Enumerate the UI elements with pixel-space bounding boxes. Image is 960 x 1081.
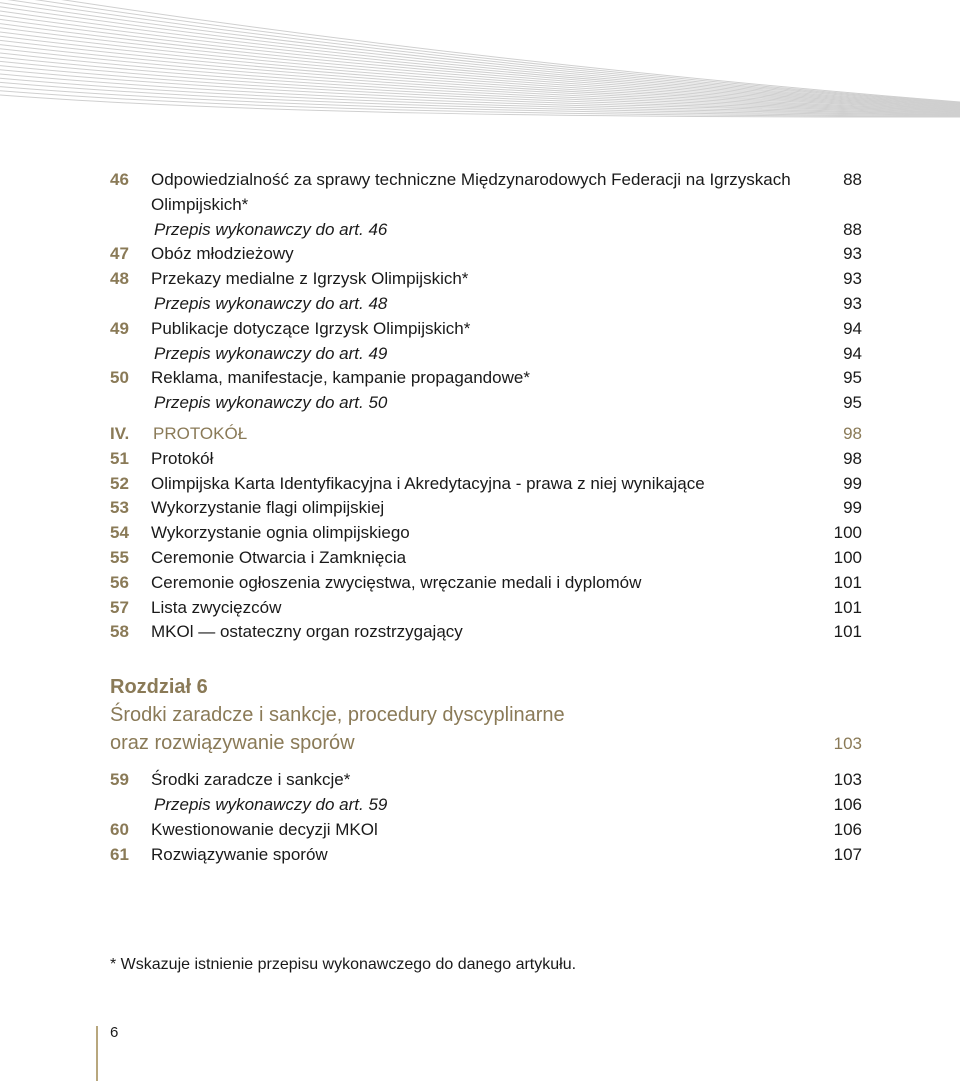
toc-entry-number: 54 bbox=[110, 523, 129, 543]
toc-entry-page: 106 bbox=[833, 819, 862, 839]
toc-group-3 bbox=[110, 768, 862, 867]
toc-entry-54[interactable] bbox=[110, 521, 862, 546]
toc-entry-page: 94 bbox=[843, 318, 862, 338]
toc-entry-title: Przepis wykonawczy do art. 49 bbox=[154, 343, 388, 363]
header-lines-graphic bbox=[0, 0, 960, 122]
toc-entry-57[interactable] bbox=[110, 596, 862, 621]
toc-entry-page: 101 bbox=[833, 597, 862, 617]
toc-entry-number: 61 bbox=[110, 844, 129, 864]
toc-entry-number: 51 bbox=[110, 448, 129, 468]
page-number: 6 bbox=[110, 1024, 119, 1041]
toc-entry-58[interactable] bbox=[110, 620, 862, 645]
toc-entry-page: 106 bbox=[833, 794, 862, 814]
toc-entry-number: 55 bbox=[110, 547, 129, 567]
toc-entry-title: Środki zaradcze i sankcje* bbox=[151, 770, 351, 790]
toc-entry-number: 49 bbox=[110, 318, 129, 338]
chapter-title-text-2: oraz rozwiązywanie sporów bbox=[110, 732, 355, 755]
toc-subentry-50[interactable] bbox=[110, 391, 862, 416]
chapter-title-line-2 bbox=[110, 729, 862, 758]
toc-entry-page: 93 bbox=[843, 293, 862, 313]
toc-entry-page: 93 bbox=[843, 269, 862, 289]
toc-group-1 bbox=[110, 168, 862, 416]
toc-entry-47[interactable] bbox=[110, 242, 862, 267]
toc-entry-title: Protokół bbox=[151, 448, 214, 468]
toc-entry-page: 88 bbox=[843, 170, 862, 189]
decorative-header-lines bbox=[0, 0, 960, 122]
chapter-title-text-1: Środki zaradcze i sankcje, procedury dyscyplinarne bbox=[110, 704, 565, 727]
toc-subentry-48[interactable] bbox=[110, 292, 862, 317]
toc-subentry-46[interactable] bbox=[110, 218, 862, 243]
toc-entry-title: Reklama, manifestacje, kampanie propagandowe* bbox=[151, 368, 530, 388]
toc-entry-number: 52 bbox=[110, 473, 129, 493]
toc-entry-page: 98 bbox=[843, 448, 862, 468]
toc-entry-title: Przepis wykonawczy do art. 59 bbox=[154, 794, 388, 814]
toc-entry-page: 101 bbox=[833, 622, 862, 642]
toc-entry-title: Obóz młodzieżowy bbox=[151, 244, 294, 264]
toc-entry-number: 58 bbox=[110, 622, 129, 642]
toc-entry-number: 53 bbox=[110, 498, 129, 518]
toc-entry-title: Przekazy medialne z Igrzysk Olimpijskich* bbox=[151, 269, 469, 289]
toc-entry-title: Ceremonie Otwarcia i Zamknięcia bbox=[151, 547, 407, 567]
toc-entry-title: Rozwiązywanie sporów bbox=[151, 844, 328, 864]
chapter-label: Rozdział 6 bbox=[110, 676, 208, 699]
chapter-title-line-1 bbox=[110, 701, 862, 729]
toc-entry-page: 88 bbox=[843, 219, 862, 239]
toc-entry-52[interactable] bbox=[110, 472, 862, 497]
toc-entry-number: 56 bbox=[110, 572, 129, 592]
toc-entry-number: 48 bbox=[110, 269, 129, 289]
toc-entry-title: Ceremonie ogłoszenia zwycięstwa, wręczanie medali i dyplomów bbox=[151, 572, 642, 592]
chapter-page: 103 bbox=[833, 734, 862, 754]
toc-entry-page: 100 bbox=[833, 547, 862, 567]
toc-entry-page: 94 bbox=[843, 343, 862, 363]
toc-entry-title: Przepis wykonawczy do art. 50 bbox=[154, 393, 388, 413]
toc-section-iv[interactable] bbox=[110, 422, 862, 447]
toc-entry-59[interactable] bbox=[110, 768, 862, 793]
toc-entry-61[interactable] bbox=[110, 843, 862, 868]
toc-entry-51[interactable] bbox=[110, 447, 862, 472]
toc-entry-50[interactable] bbox=[110, 366, 862, 391]
toc-entry-title: Publikacje dotyczące Igrzysk Olimpijskich* bbox=[151, 318, 471, 338]
toc-subentry-59[interactable] bbox=[110, 793, 862, 818]
toc-entry-title: Lista zwycięzców bbox=[151, 597, 282, 617]
toc-entry-number: 47 bbox=[110, 244, 129, 264]
toc-entry-title: Olimpijska Karta Identyfikacyjna i Akredytacyjna - prawa z niej wynikające bbox=[151, 473, 705, 493]
toc-section-title: PROTOKÓŁ bbox=[153, 423, 248, 443]
toc-entry-title: Przepis wykonawczy do art. 46 bbox=[154, 219, 388, 239]
header-line bbox=[0, 0, 960, 103]
table-of-contents bbox=[110, 168, 862, 867]
toc-entry-60[interactable] bbox=[110, 818, 862, 843]
toc-entry-49[interactable] bbox=[110, 317, 862, 342]
toc-entry-page: 103 bbox=[833, 770, 862, 790]
toc-entry-title: Przepis wykonawczy do art. 48 bbox=[154, 293, 388, 313]
toc-entry-56[interactable] bbox=[110, 571, 862, 596]
toc-entry-number: 57 bbox=[110, 597, 129, 617]
toc-entry-page: 95 bbox=[843, 368, 862, 388]
page-number-rule bbox=[96, 1026, 98, 1081]
toc-entry-page: 100 bbox=[833, 523, 862, 543]
toc-entry-page: 95 bbox=[843, 393, 862, 413]
toc-section-page: 98 bbox=[843, 423, 862, 443]
toc-entry-title: Odpowiedzialność za sprawy techniczne Międzynarodowych Federacji na Igrzyskach Olimpijskich* bbox=[151, 170, 791, 214]
toc-entry-page: 93 bbox=[843, 244, 862, 264]
toc-entry-page: 101 bbox=[833, 572, 862, 592]
toc-entry-title: Wykorzystanie ognia olimpijskiego bbox=[151, 523, 410, 543]
toc-group-2 bbox=[110, 447, 862, 645]
toc-entry-number: 60 bbox=[110, 819, 129, 839]
toc-entry-48[interactable] bbox=[110, 267, 862, 292]
toc-entry-number: 46 bbox=[110, 170, 129, 189]
toc-entry-title: MKOl — ostateczny organ rozstrzygający bbox=[151, 622, 463, 642]
toc-subentry-49[interactable] bbox=[110, 342, 862, 367]
footnote: * Wskazuje istnienie przepisu wykonawczego do danego artykułu. bbox=[110, 956, 577, 973]
toc-entry-page: 107 bbox=[833, 844, 862, 864]
toc-section-number: IV. bbox=[110, 423, 130, 443]
toc-entry-55[interactable] bbox=[110, 546, 862, 571]
chapter-heading[interactable] bbox=[110, 673, 862, 758]
toc-entry-number: 50 bbox=[110, 368, 129, 388]
toc-entry-46[interactable] bbox=[110, 168, 862, 218]
toc-entry-number: 59 bbox=[110, 770, 129, 790]
toc-entry-title: Kwestionowanie decyzji MKOl bbox=[151, 819, 378, 839]
toc-entry-page: 99 bbox=[843, 498, 862, 518]
toc-entry-title: Wykorzystanie flagi olimpijskiej bbox=[151, 498, 385, 518]
toc-entry-page: 99 bbox=[843, 473, 862, 493]
toc-entry-53[interactable] bbox=[110, 496, 862, 521]
